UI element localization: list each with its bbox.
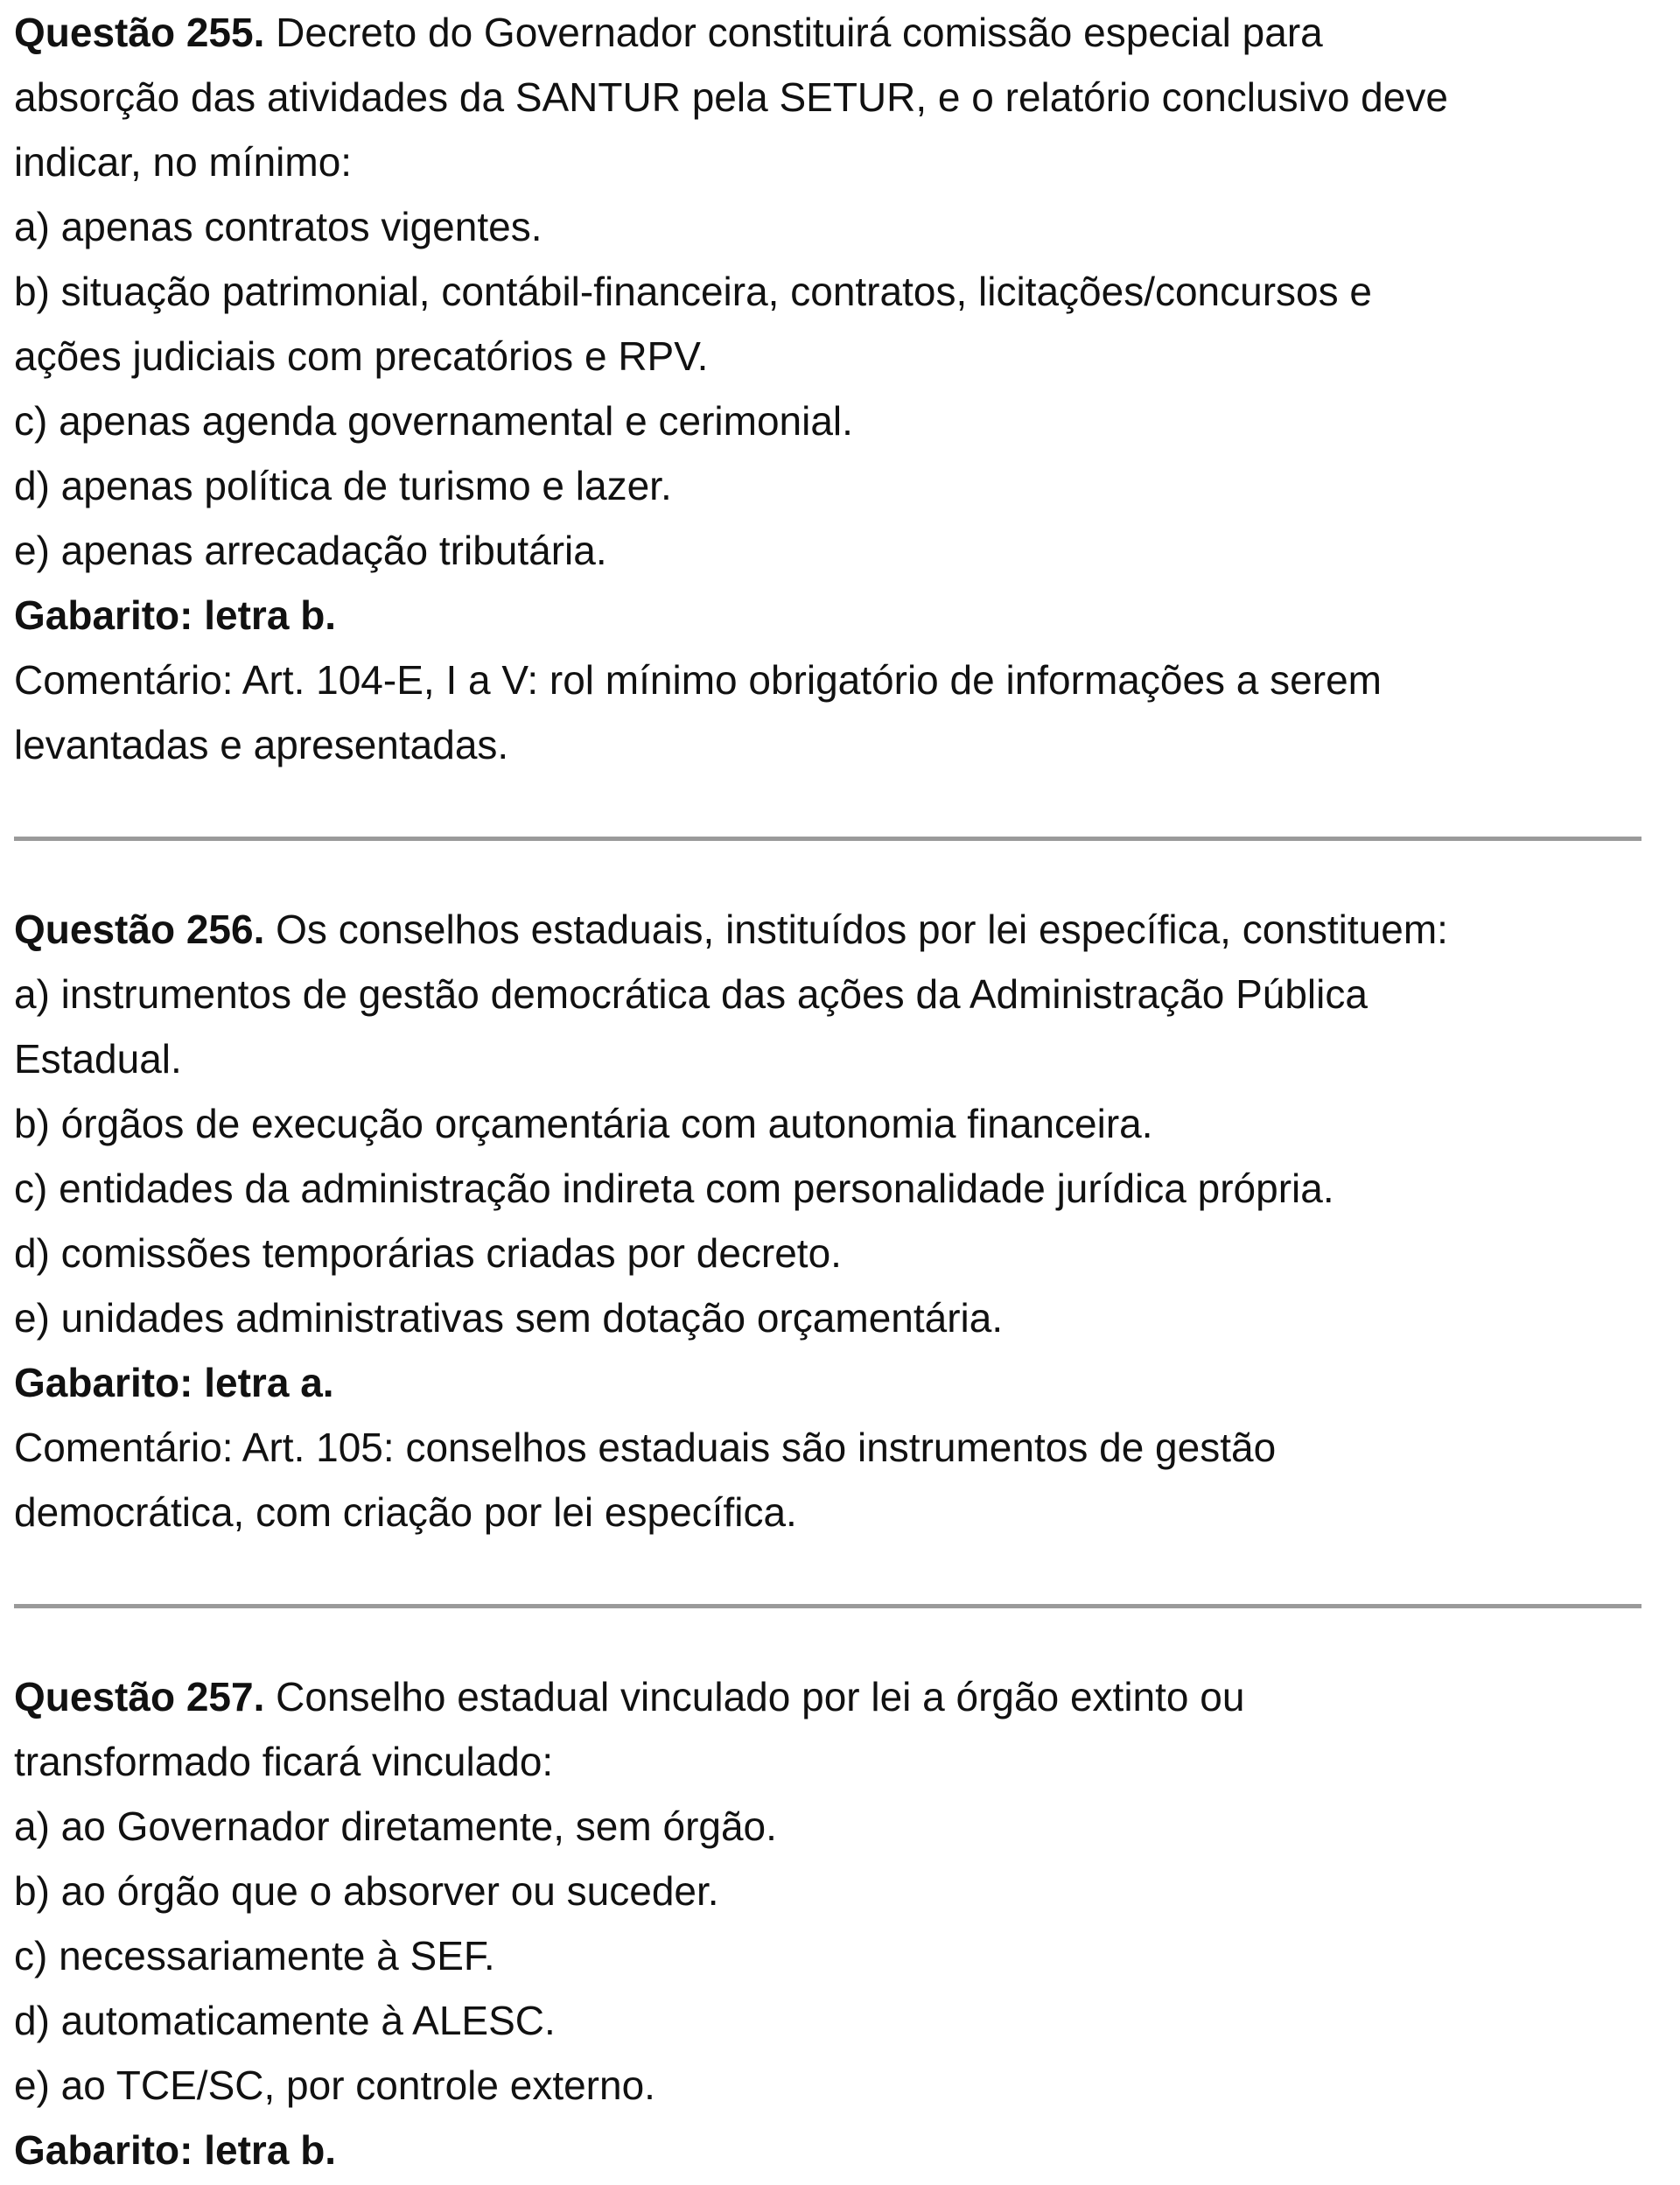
document-page [14,0,1642,2182]
question-stem-line: absorção das atividades da SANTUR pela SETUR, e o relatório conclusivo deve [14,74,1448,120]
question-label: Questão 257. [14,1674,265,1719]
question-257 [14,1664,1642,2182]
comment-line: Comentário: Art. 104-E, I a V: rol mínimo obrigatório de informações a serem [14,657,1382,703]
comment-line: democrática, com criação por lei específica. [14,1489,797,1535]
option-c: c) necessariamente à SEF. [14,1933,495,1978]
option-e: e) apenas arrecadação tributária. [14,528,607,573]
option-b: b) ao órgão que o absorver ou suceder. [14,1868,719,1914]
comment-line: levantadas e apresentadas. [14,722,509,767]
question-stem-line: indicar, no mínimo: [14,139,353,185]
question-256 [14,897,1642,1544]
option-b: b) situação patrimonial, contábil-financeira, contratos, licitações/concursos e [14,269,1372,314]
option-e: e) unidades administrativas sem dotação orçamentária. [14,1295,1004,1341]
question-stem-line: Questão 255. Decreto do Governador constituirá comissão especial para [14,10,1323,55]
option-c: c) entidades da administração indireta com personalidade jurídica própria. [14,1166,1334,1211]
comment-line: Comentário: Art. 105: conselhos estaduais são instrumentos de gestão [14,1425,1277,1470]
option-c: c) apenas agenda governamental e cerimonial. [14,398,853,444]
option-a: a) instrumentos de gestão democrática das ações da Administração Pública [14,971,1368,1017]
option-e: e) ao TCE/SC, por controle externo. [14,2062,655,2108]
question-label: Questão 256. [14,907,265,952]
option-d: d) comissões temporárias criadas por decreto. [14,1230,842,1276]
answer-key: Gabarito: letra a. [14,1360,334,1405]
option-a-continuation: Estadual. [14,1036,182,1082]
question-255 [14,0,1642,777]
question-stem-line: Questão 257. Conselho estadual vinculado por lei a órgão extinto ou [14,1674,1245,1719]
option-b-continuation: ações judiciais com precatórios e RPV. [14,333,709,379]
question-stem-line: transformado ficará vinculado: [14,1739,554,1784]
answer-key: Gabarito: letra b. [14,2127,337,2173]
question-stem-line: Questão 256. Os conselhos estaduais, instituídos por lei específica, constituem: [14,907,1448,952]
option-d: d) automaticamente à ALESC. [14,1998,556,2043]
answer-key: Gabarito: letra b. [14,592,337,638]
option-a: a) ao Governador diretamente, sem órgão. [14,1803,777,1849]
option-a: a) apenas contratos vigentes. [14,204,542,249]
option-b: b) órgãos de execução orçamentária com autonomia financeira. [14,1101,1153,1146]
option-d: d) apenas política de turismo e lazer. [14,463,672,508]
question-label: Questão 255. [14,10,265,55]
